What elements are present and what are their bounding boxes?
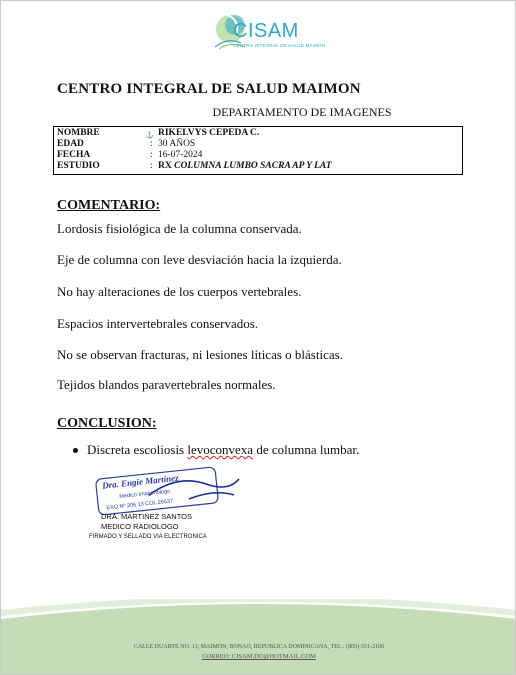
svg-text:EXQ Nº 206 13 COL 26537: EXQ Nº 206 13 COL 26537 — [106, 498, 174, 512]
comment-line: Espacios intervertebrales conservados. — [57, 316, 259, 331]
signed-note: FIRMADO Y SELLADO VIA ELECTRONICA — [89, 534, 207, 540]
logo-subtitle: CENTRO INTEGRAL DE SALUD MAIMON — [233, 43, 326, 48]
info-value: RX COLUMNA LUMBO SACRA AP Y LAT — [158, 161, 332, 171]
comment-line: No se observan fracturas, ni lesiones líticas o blásticas. — [57, 347, 343, 362]
comment-line: Lordosis fisiológica de la columna conservada. — [57, 221, 302, 236]
doctor-role: MEDICO RADIOLOGO — [101, 522, 179, 531]
info-label: FECHA — [57, 150, 91, 160]
footer-address: CALLE DUARTE NO. 13, MAIMÓN, BONAO, REPUBLICA DOMINICANA, TEL.: (809)-551-2106 — [133, 644, 385, 650]
svg-text:Medico Imagenologo: Medico Imagenologo — [119, 488, 171, 500]
info-value: 16-07-2024 — [158, 150, 203, 160]
comment-line: Eje de columna con leve desviación hacia la izquierda. — [57, 252, 342, 267]
anchor-icon: ⚓ — [145, 131, 154, 139]
info-label: NOMBRE — [57, 128, 100, 138]
footer-email: CORREO: CISAM.DO@HOTMAIL.COM — [202, 653, 316, 660]
info-sep: : — [150, 150, 153, 160]
page-title: CENTRO INTEGRAL DE SALUD MAIMON — [57, 81, 361, 97]
doctor-name: DRA. MARTINEZ SANTOS — [101, 512, 192, 521]
info-value: RIKELVYS CEPEDA C. — [158, 128, 260, 138]
bullet-icon — [73, 448, 78, 453]
conclusion-item: Discreta escoliosis levoconvexa de columna lumbar. — [87, 442, 360, 457]
logo-text: CISAM — [233, 20, 299, 42]
patient-info-box — [53, 126, 463, 175]
conclusion-heading: CONCLUSION: — [57, 416, 157, 431]
info-label: EDAD — [57, 139, 84, 149]
info-label: ESTUDIO — [57, 161, 100, 171]
svg-text:Dra. Engie Martinez: Dra. Engie Martinez — [101, 472, 180, 491]
signature-stamp — [89, 465, 249, 515]
info-value: 30 AÑOS — [158, 139, 196, 149]
department-title: DEPARTAMENTO DE IMAGENES — [212, 105, 392, 119]
footer-wave — [1, 599, 516, 675]
info-sep: : — [150, 139, 153, 149]
info-sep: : — [150, 161, 153, 171]
comment-line: No hay alteraciones de los cuerpos vertebrales. — [57, 284, 302, 299]
comentario-heading: COMENTARIO: — [57, 198, 161, 213]
comment-line: Tejidos blandos paravertebrales normales. — [57, 377, 276, 392]
